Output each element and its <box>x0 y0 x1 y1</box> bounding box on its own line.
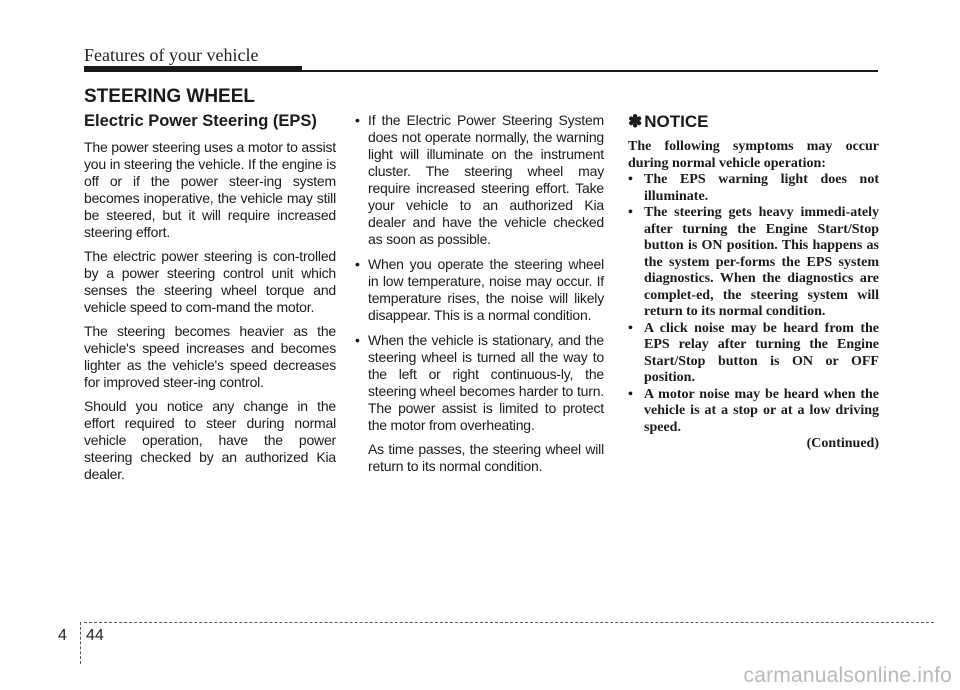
page-header-title: Features of your vehicle <box>84 45 259 65</box>
notice-title-text: NOTICE <box>644 112 709 131</box>
bullet-icon: • <box>628 386 633 402</box>
list-item-text: A motor noise may be heard when the vehicle is at a stop or at a low driving speed. <box>644 386 879 435</box>
header-rule-thin <box>300 70 878 72</box>
list-item <box>628 205 879 321</box>
page-number: 44 <box>86 627 104 644</box>
list-item-continuation: As time passes, the steering wheel will return to its normal condition. <box>368 441 604 474</box>
footer-divider <box>80 622 81 664</box>
footer-rule <box>84 622 934 623</box>
notice-list <box>628 172 879 436</box>
list-item-text: The steering gets heavy immedi-ately after turning the Engine Start/Stop button is ON position. This happens as the system per-forms the EPS system diagnostics. When the diagnostics are complet-ed, the steering system will return to its normal condition. <box>644 205 879 319</box>
column-middle <box>354 112 604 483</box>
list-item <box>354 332 604 475</box>
bullet-icon: • <box>355 332 360 348</box>
bullet-icon: • <box>628 320 633 336</box>
bullet-icon: • <box>355 256 360 272</box>
list-item-text: A click noise may be heard from the EPS relay after turning the Engine Start/Stop button is ON or OFF position. <box>644 320 879 385</box>
eps-paragraph: The power steering uses a motor to assist you in steering the vehicle. If the engine is off or if the power steer-ing system becomes inoperative, the vehicle may still be steered, but it will require increased steering effort. <box>84 139 336 240</box>
header-rule-thick <box>84 66 302 72</box>
list-item-text: The EPS warning light does not illuminate. <box>644 172 879 204</box>
eps-paragraph: The steering becomes heavier as the vehicle's speed increases and becomes lighter as the vehicle's speed decreases for improved steer-ing control. <box>84 323 336 390</box>
list-item-text: When the vehicle is stationary, and the steering wheel is turned all the way to the left or right continuous-ly, the steering wheel becomes harder to turn. The power assist is limited to protect the motor from overheating. <box>368 332 604 433</box>
watermark-text: carmanualsonline.info <box>743 664 952 687</box>
notice-box <box>628 112 879 453</box>
list-item <box>354 112 604 248</box>
eps-bullet-list <box>354 112 604 475</box>
list-item-text: If the Electric Power Steering System does not operate normally, the warning light will illuminate on the instrument cluster. The steering wheel may require increased steering effort. Take your vehicle to an authorized Kia dealer and have the vehicle checked as soon as possible. <box>368 112 604 247</box>
chapter-number: 4 <box>58 627 67 644</box>
section-title: STEERING WHEEL <box>84 86 256 107</box>
eps-paragraph: The electric power steering is con-trolled by a power steering control unit which senses the steering wheel torque and vehicle speed to com-mand the motor. <box>84 248 336 315</box>
bullet-icon: • <box>628 205 633 220</box>
list-item <box>628 321 879 387</box>
bullet-icon: • <box>628 172 633 187</box>
column-left <box>84 112 336 490</box>
list-item <box>628 172 879 205</box>
list-item-text: When you operate the steering wheel in low temperature, noise may occur. If temperature rises, the noise will likely disappear. This is a normal condition. <box>368 256 604 323</box>
list-item <box>354 256 604 324</box>
continued-label: (Continued) <box>806 436 879 451</box>
list-item <box>628 387 879 437</box>
bullet-icon: • <box>355 112 360 128</box>
notice-title <box>628 112 879 132</box>
notice-intro: The following symptoms may occur during normal vehicle operation: <box>628 139 879 171</box>
eps-paragraph: Should you notice any change in the effort required to steer during normal vehicle operation, have the power steering checked by an authorized Kia dealer. <box>84 398 336 482</box>
notice-star-icon: ✽ <box>628 112 643 131</box>
eps-heading: Electric Power Steering (EPS) <box>84 112 317 130</box>
